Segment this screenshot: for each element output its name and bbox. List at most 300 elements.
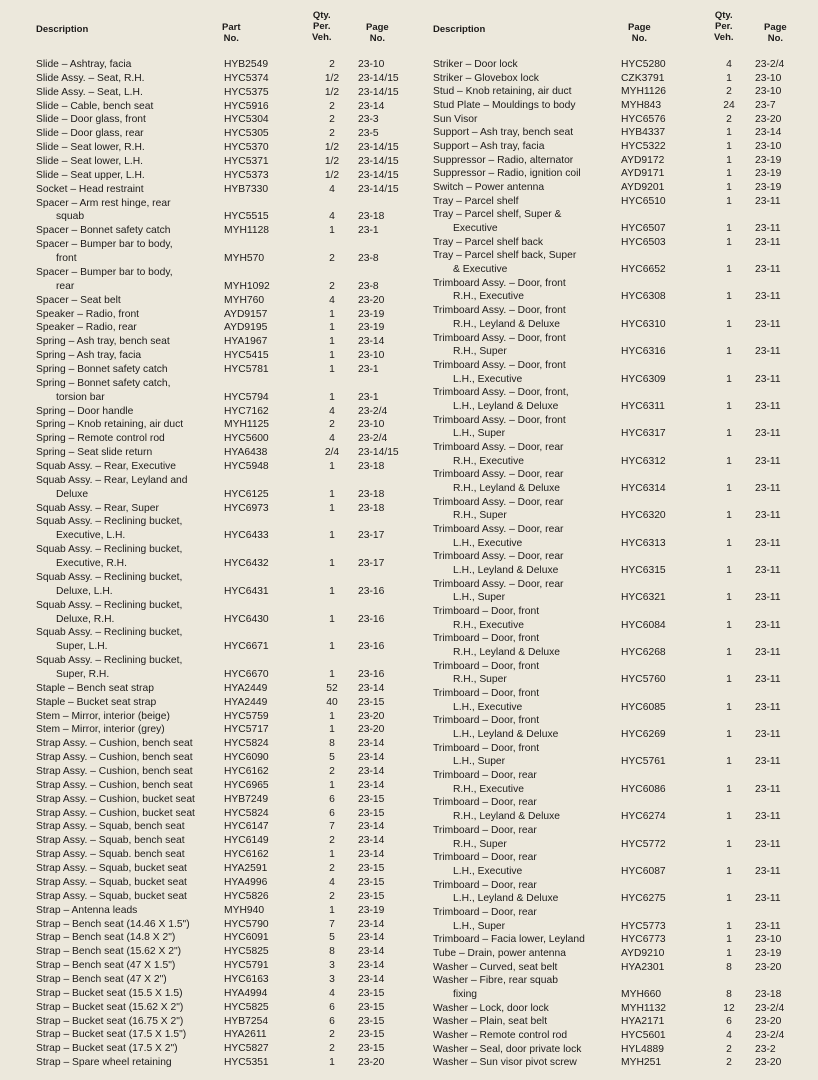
description-line: squab (56, 211, 85, 223)
description-line: Stud Plate – Mouldings to body (433, 100, 576, 112)
part-description (36, 1042, 178, 1056)
part-description (433, 578, 563, 605)
part-description (433, 1002, 549, 1016)
part-description (433, 359, 566, 386)
description-line: Strap Assy. – Cushion, bench seat (36, 738, 193, 750)
page-number: 23-14/15 (358, 447, 399, 459)
part-row (36, 876, 416, 890)
quantity: 2 (329, 128, 335, 140)
description-line: R.H., Leyland & Deluxe (453, 318, 561, 330)
part-number: HYA1967 (224, 336, 268, 348)
part-row (433, 304, 813, 331)
part-number: HYC5760 (621, 674, 666, 686)
part-row (433, 386, 813, 413)
right-header-page: Page No. (764, 22, 787, 44)
part-row (36, 599, 416, 627)
part-row (433, 632, 813, 659)
description-line: Trimboard Assy. – Door, front (433, 277, 566, 289)
part-row (36, 155, 416, 169)
page-number: 23-11 (755, 564, 781, 576)
quantity: 1 (726, 934, 732, 946)
part-number: HYC5824 (224, 738, 269, 750)
part-description (433, 796, 560, 823)
part-row (36, 224, 416, 238)
part-description (36, 599, 182, 627)
part-number: HYB7254 (224, 1015, 269, 1027)
page-number: 23-11 (755, 592, 781, 604)
part-number: HYC5825 (224, 946, 269, 958)
description-line: Trimboard Assy. – Door, rear (433, 469, 564, 481)
description-line: Trimboard Assy. – Door, front (433, 414, 566, 426)
page-number: 23-14/15 (358, 156, 399, 168)
page-number: 23-11 (755, 264, 781, 276)
page-number: 23-2/4 (755, 1029, 785, 1041)
part-number: HYC6313 (621, 537, 666, 549)
description-line: Tube – Drain, power antenna (433, 947, 566, 959)
page-number: 23-11 (755, 838, 781, 850)
quantity: 1 (329, 558, 335, 570)
part-description (433, 824, 537, 851)
part-row (433, 1056, 813, 1070)
quantity: 1 (329, 225, 335, 237)
part-description (433, 769, 537, 796)
part-row (433, 687, 813, 714)
description-line: L.H., Leyland & Deluxe (453, 729, 559, 741)
quantity: 1 (329, 613, 335, 625)
part-number: HYC6125 (224, 488, 269, 500)
page-number: 23-10 (755, 141, 782, 153)
page-number: 23-20 (755, 961, 782, 973)
part-description (36, 113, 146, 127)
part-description (433, 632, 560, 659)
quantity: 1 (726, 783, 732, 795)
description-line: Strap – Antenna leads (36, 904, 138, 916)
page-number: 23-11 (755, 223, 781, 235)
part-description (36, 224, 171, 238)
page-number: 23-17 (358, 530, 385, 542)
part-description (433, 1056, 577, 1070)
page-number: 23-18 (358, 461, 385, 473)
part-number: HYC5373 (224, 169, 269, 181)
page-number: 23-18 (358, 502, 385, 514)
page-number: 23-14 (358, 835, 385, 847)
part-description (433, 974, 558, 1001)
quantity: 40 (326, 696, 338, 708)
quantity: 4 (329, 405, 335, 417)
quantity: 6 (329, 1001, 335, 1013)
part-description (433, 332, 566, 359)
quantity: 1 (329, 724, 335, 736)
part-row (433, 113, 813, 127)
part-description (36, 418, 183, 432)
description-line: Squab Assy. – Rear, Leyland and (36, 474, 188, 486)
part-row (433, 249, 813, 276)
part-number: HYC5759 (224, 710, 269, 722)
quantity: 1 (329, 391, 335, 403)
page-number: 23-11 (755, 373, 781, 385)
description-line: fixing (453, 988, 478, 1000)
description-line: front (56, 253, 77, 265)
description-line: Washer – Fibre, rear squab (433, 975, 558, 987)
page-number: 23-11 (755, 236, 781, 248)
part-number: HYA2301 (621, 961, 665, 973)
quantity: 1 (726, 291, 732, 303)
part-number: HYC5717 (224, 724, 269, 736)
quantity: 8 (329, 738, 335, 750)
description-line: L.H., Executive (453, 373, 523, 385)
part-row (36, 737, 416, 751)
description-line: Support – Ash tray, facia (433, 141, 545, 153)
description-line: Squab Assy. – Reclining bucket, (36, 599, 183, 611)
page-number: 23-17 (358, 558, 385, 570)
page-number: 23-8 (358, 280, 379, 292)
part-row (36, 1015, 416, 1029)
part-number: HYC6510 (621, 195, 666, 207)
part-description (36, 862, 187, 876)
description-line: Support – Ash tray, bench seat (433, 127, 574, 139)
quantity: 5 (329, 932, 335, 944)
page-number: 23-11 (755, 811, 781, 823)
quantity: 1/2 (324, 72, 340, 84)
description-line: R.H., Super (453, 510, 507, 522)
part-row (433, 742, 813, 769)
part-description (433, 140, 544, 154)
left-header-description: Description (36, 24, 89, 35)
page-number: 23-2/4 (755, 59, 785, 70)
part-row (36, 72, 416, 86)
description-line: Strap Assy. – Squab, bucket seat (36, 890, 187, 902)
part-row (36, 834, 416, 848)
page-number: 23-16 (358, 641, 385, 653)
part-description (36, 86, 143, 100)
page-number: 23-11 (755, 346, 781, 358)
quantity: 7 (329, 918, 335, 930)
description-line: Strap – Bucket seat (17.5 X 1.5") (36, 1029, 187, 1041)
part-description (36, 58, 131, 72)
part-row (433, 974, 813, 1001)
quantity: 2 (726, 113, 732, 125)
part-description (433, 441, 563, 468)
description-line: Tray – Parcel shelf, Super & (433, 209, 562, 221)
page-number: 23-19 (358, 322, 385, 334)
quantity: 2 (329, 100, 335, 112)
part-description (36, 432, 165, 446)
page-number: 23-11 (755, 428, 781, 440)
description-line: Strap Assy. – Cushion, bench seat (36, 779, 193, 791)
part-description (36, 335, 170, 349)
part-description (433, 181, 544, 195)
part-row (36, 141, 416, 155)
part-row (433, 167, 813, 181)
part-number: HYA2449 (224, 682, 268, 694)
part-number: HYC6670 (224, 668, 269, 680)
part-row (36, 1042, 416, 1056)
description-line: Strap – Bucket seat (17.5 X 2") (36, 1043, 178, 1055)
part-number: HYC6576 (621, 113, 666, 125)
description-line: Executive, L.H. (56, 530, 126, 542)
part-number: MYH1126 (621, 86, 667, 98)
part-number: HYC5824 (224, 807, 269, 819)
description-line: Spring – Knob retaining, air duct (36, 419, 184, 431)
page-number: 23-14 (358, 100, 385, 112)
description-line: Slide – Seat upper, L.H. (36, 169, 145, 181)
part-number: HYC5305 (224, 128, 269, 140)
part-row (433, 796, 813, 823)
quantity: 1 (726, 195, 732, 207)
page-number: 23-15 (358, 876, 385, 888)
quantity: 1 (726, 947, 732, 959)
quantity: 2 (329, 419, 335, 431)
description-line: L.H., Super (453, 920, 506, 932)
part-number: HYC6269 (621, 729, 666, 741)
description-line: Squab Assy. – Reclining bucket, (36, 516, 183, 528)
part-row (36, 432, 416, 446)
quantity: 1 (726, 537, 732, 549)
part-row (36, 349, 416, 363)
description-line: Sun Visor (433, 113, 478, 125)
quantity: 4 (329, 211, 335, 223)
quantity: 2 (329, 253, 335, 265)
quantity: 2 (329, 114, 335, 126)
description-line: Squab Assy. – Rear, Executive (36, 461, 177, 473)
part-number: HYC6162 (224, 849, 269, 861)
part-number: HYB4337 (621, 127, 666, 139)
description-line: Squab Assy. – Reclining bucket, (36, 544, 183, 556)
page-number: 23-11 (755, 674, 781, 686)
part-row (36, 197, 416, 225)
description-line: Trimboard – Door, front (433, 606, 540, 618)
quantity: 1 (329, 904, 335, 916)
part-number: HYC6671 (224, 641, 269, 653)
description-line: R.H., Executive (453, 455, 524, 467)
part-description (433, 468, 563, 495)
part-description (36, 1001, 183, 1015)
page-number: 23-19 (755, 154, 782, 166)
page-number: 23-8 (358, 253, 379, 265)
description-line: R.H., Leyland & Deluxe (453, 482, 561, 494)
description-line: Trimboard – Door, rear (433, 797, 537, 809)
part-description (36, 100, 153, 114)
part-number: AYD9171 (621, 168, 665, 180)
page-number: 23-11 (755, 400, 781, 412)
quantity: 1 (726, 674, 732, 686)
part-row (433, 523, 813, 550)
part-description (36, 848, 185, 862)
part-number: MYH1132 (621, 1002, 667, 1014)
description-line: Spring – Ash tray, facia (36, 350, 142, 362)
description-line: Socket – Head restraint (36, 183, 144, 195)
quantity: 2 (329, 766, 335, 777)
part-row (433, 1002, 813, 1016)
right-header-description: Description (433, 24, 486, 35)
description-line: Strap – Bench seat (14.46 X 1.5") (36, 918, 190, 930)
description-line: Strap – Spare wheel retaining (36, 1057, 172, 1069)
description-line: Executive, R.H. (56, 558, 127, 570)
part-number: HYC6084 (621, 619, 666, 631)
part-number: HYC5773 (621, 920, 666, 932)
page-number: 23-14 (358, 766, 385, 777)
part-description (36, 405, 133, 419)
part-row (36, 86, 416, 100)
page-number: 23-14 (358, 932, 385, 944)
page-number: 23-15 (358, 1015, 385, 1027)
part-row (36, 238, 416, 266)
part-description (433, 386, 569, 413)
page-number: 23-19 (358, 308, 385, 320)
page-number: 23-16 (358, 668, 385, 680)
part-description (433, 742, 539, 769)
part-row (433, 58, 813, 72)
part-description (36, 931, 175, 945)
part-description (433, 523, 563, 550)
description-line: Squab Assy. – Reclining bucket, (36, 655, 183, 667)
description-line: Trimboard – Door, rear (433, 770, 537, 782)
description-line: Spring – Bonnet safety catch, (36, 377, 171, 389)
description-line: Slide – Door glass, front (36, 114, 146, 126)
quantity: 1 (726, 223, 732, 235)
description-line: R.H., Executive (453, 291, 524, 303)
page-number: 23-14 (755, 127, 782, 139)
description-line: Tray – Parcel shelf back, Super (433, 250, 577, 262)
quantity: 6 (726, 1016, 732, 1028)
part-description (36, 141, 145, 155)
part-row (36, 571, 416, 599)
part-row (36, 58, 416, 72)
part-row (433, 851, 813, 878)
part-description (36, 1028, 186, 1042)
page-number: 23-2/4 (358, 433, 388, 445)
description-line: Spacer – Seat belt (36, 294, 121, 306)
part-number: HYC5826 (224, 890, 269, 902)
part-description (36, 820, 185, 834)
quantity: 4 (329, 987, 335, 999)
part-number: CZK3791 (621, 72, 665, 84)
quantity: 1 (329, 308, 335, 320)
part-description (433, 58, 518, 72)
quantity: 1 (726, 592, 732, 604)
part-number: HYC5772 (621, 838, 666, 850)
page-number: 23-14 (358, 973, 385, 985)
part-number: HYC5601 (621, 1029, 666, 1041)
part-row (36, 626, 416, 654)
page-number: 23-15 (358, 1001, 385, 1013)
part-row (36, 474, 416, 502)
description-line: Speaker – Radio, rear (36, 322, 137, 334)
description-line: Strap Assy. – Squab. bench seat (36, 849, 185, 861)
page-number: 23-14/15 (358, 72, 399, 84)
quantity: 1 (726, 318, 732, 330)
quantity: 1 (726, 154, 732, 166)
description-line: Suppressor – Radio, alternator (433, 154, 574, 166)
quantity: 1 (726, 619, 732, 631)
quantity: 4 (329, 876, 335, 888)
description-line: Strap – Bench seat (47 X 2") (36, 973, 167, 985)
part-description (36, 973, 167, 987)
description-line: Trimboard Assy. – Door, rear (433, 441, 564, 453)
quantity: 1 (726, 428, 732, 440)
part-number: HYC5781 (224, 363, 269, 375)
part-row (433, 1043, 813, 1057)
quantity: 1 (329, 488, 335, 500)
part-description (36, 696, 156, 710)
part-row (433, 1029, 813, 1043)
part-number: HYC7162 (224, 405, 269, 417)
description-line: Trimboard – Door, front (433, 715, 540, 727)
part-row (36, 515, 416, 543)
description-line: Trimboard Assy. – Door, front (433, 332, 566, 344)
part-number: HYC6085 (621, 701, 666, 713)
quantity: 1 (726, 72, 732, 84)
part-description (433, 304, 566, 331)
part-description (433, 277, 566, 304)
page-number: 23-18 (358, 488, 385, 500)
description-line: Spacer – Bonnet safety catch (36, 225, 171, 237)
page-number: 23-20 (358, 724, 385, 736)
quantity: 2 (726, 86, 732, 98)
description-line: Slide – Door glass, rear (36, 128, 144, 140)
part-description (433, 947, 566, 961)
part-row (36, 266, 416, 294)
part-number: HYC6162 (224, 766, 269, 777)
page-number: 23-20 (358, 1057, 385, 1069)
quantity: 1 (726, 811, 732, 823)
part-number: HYC5790 (224, 918, 269, 930)
page-number: 23-14/15 (358, 86, 399, 98)
part-number: HYC5304 (224, 114, 269, 126)
part-row (433, 236, 813, 250)
description-line: Strap Assy. – Cushion, bench seat (36, 766, 193, 777)
description-line: Deluxe (56, 488, 89, 500)
description-line: Strap Assy. – Squab, bucket seat (36, 876, 187, 888)
page-number: 23-20 (755, 113, 782, 125)
quantity: 1 (726, 647, 732, 659)
part-description (36, 183, 144, 197)
description-line: Spring – Remote control rod (36, 433, 165, 445)
part-description (36, 710, 170, 724)
part-description (36, 723, 165, 737)
part-row (36, 931, 416, 945)
description-line: Deluxe, R.H. (56, 613, 115, 625)
description-line: Squab Assy. – Reclining bucket, (36, 571, 183, 583)
description-line: L.H., Leyland & Deluxe (453, 564, 559, 576)
description-line: & Executive (453, 264, 508, 276)
description-line: Slide – Cable, bench seat (36, 100, 154, 112)
part-number: HYA2591 (224, 863, 268, 875)
description-line: Executive (453, 223, 498, 235)
description-line: Trimboard – Facia lower, Leyland (433, 934, 585, 946)
part-number: HYC6652 (621, 264, 666, 276)
page-number: 23-14/15 (358, 142, 399, 154)
quantity: 1 (726, 236, 732, 248)
part-description (433, 236, 543, 250)
part-number: HYC5791 (224, 960, 269, 972)
part-row (36, 405, 416, 419)
part-description (36, 904, 137, 918)
part-number: HYC6311 (621, 400, 665, 412)
part-row (36, 418, 416, 432)
description-line: L.H., Leyland & Deluxe (453, 893, 559, 905)
part-number: HYC6274 (621, 811, 666, 823)
part-number: AYD9201 (621, 182, 665, 194)
quantity: 8 (726, 988, 732, 1000)
description-line: Staple – Bench seat strap (36, 682, 154, 694)
part-description (36, 779, 193, 793)
page-number: 23-1 (358, 363, 379, 375)
description-line: Trimboard – Door, front (433, 660, 540, 672)
description-line: Slide – Ashtray, facia (36, 59, 132, 70)
page-number: 23-11 (755, 619, 781, 631)
description-line: Strap Assy. – Cushion, bucket seat (36, 793, 195, 805)
